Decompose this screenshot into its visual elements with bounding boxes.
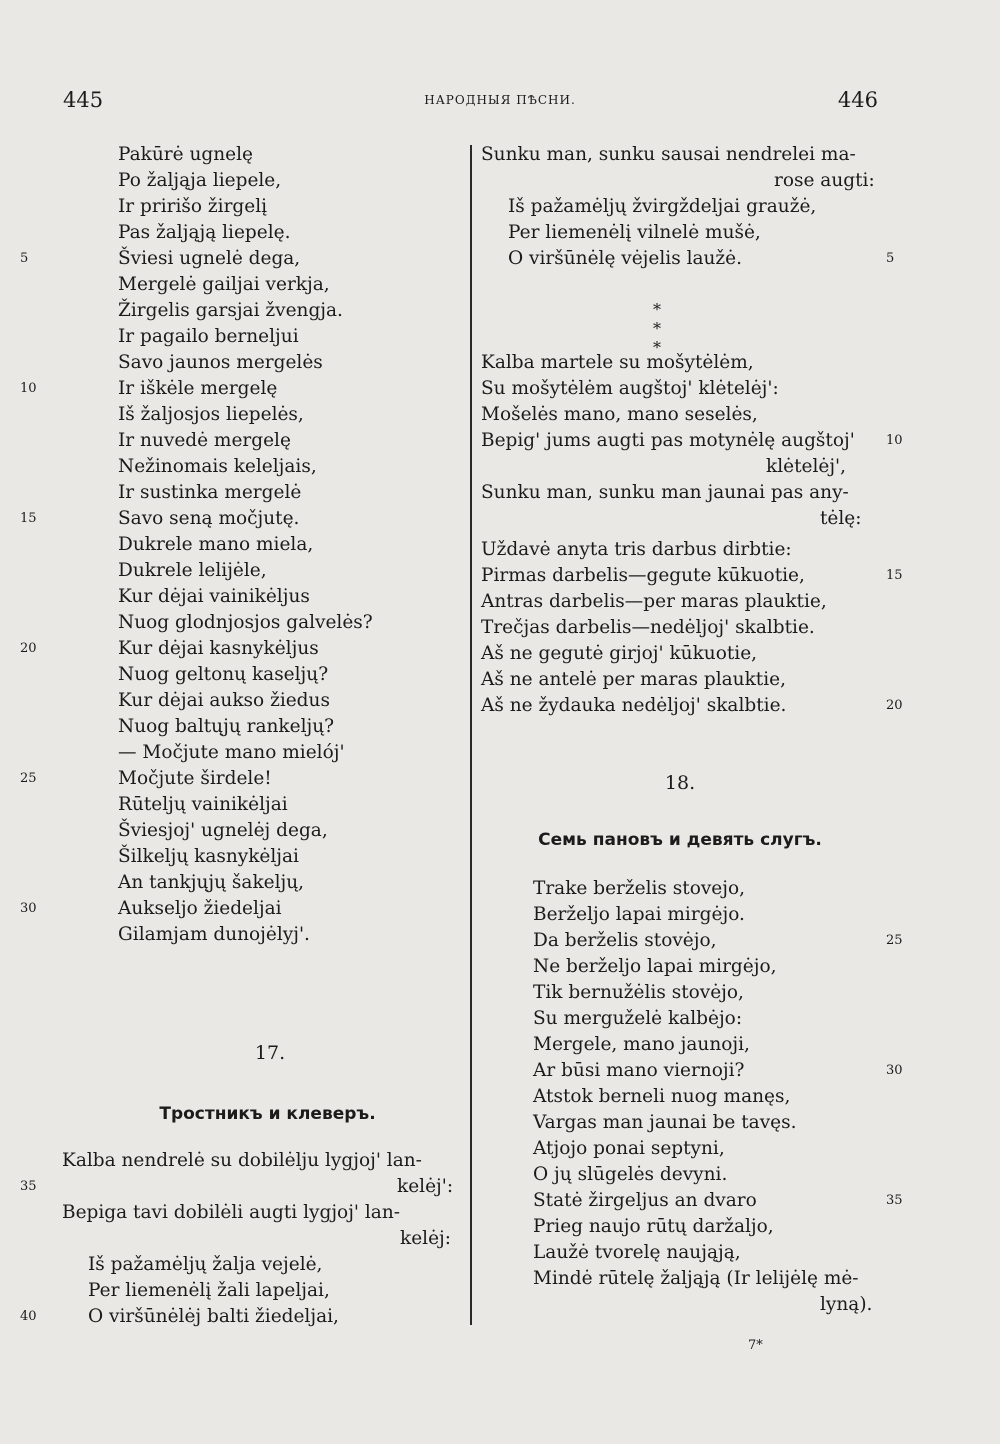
verse-line: Gilamjam dunojėlyj'.	[118, 924, 310, 945]
verse-line: Su mošytėlėm augštoj' klėtelėj':	[481, 378, 779, 399]
verse-line: Šviesjoj' ugnelėj dega,	[118, 820, 328, 841]
verse-line: Ir nuvedė mergelę	[118, 430, 291, 451]
poem-line: Ne berželjo lapai mirgėjo,	[533, 956, 777, 977]
line-number: 30	[20, 901, 37, 916]
verse-line: Nuog baltųjų rankeljų?	[118, 716, 335, 737]
line-number: 15	[20, 511, 37, 526]
verse-line: Aš ne žydauka nedėljoj' skalbtie.	[481, 695, 787, 716]
verse-line: Žirgelis garsjai žvengja.	[118, 300, 343, 321]
column-divider	[470, 145, 472, 1325]
poem-line: O jų slūgelės devyni.	[533, 1164, 728, 1185]
verse-line: Savo jaunos mergelės	[118, 352, 323, 373]
verse-line: An tankjųjų šakeljų,	[118, 872, 305, 893]
verse-line: Pas žaljąją liepelę.	[118, 222, 291, 243]
poem-line: Mindė rūtelę žaljąją (Ir lelijėlę mė-	[533, 1268, 859, 1289]
line-number: 10	[20, 381, 37, 396]
signature-mark: 7*	[748, 1338, 763, 1353]
verse-line: Nežinomais keleljais,	[118, 456, 317, 477]
verse-line: Kur dėjai kasnykėljus	[118, 638, 319, 659]
verse-line: Aš ne antelė per maras plauktie,	[481, 669, 786, 690]
poem-line: Per liemenėlį žali lapeljai,	[88, 1280, 330, 1301]
line-number: 5	[20, 251, 29, 266]
verse-line: Pakūrė ugnelę	[118, 144, 253, 165]
page-number-left: 445	[63, 88, 104, 112]
poem-line: Su merguželė kalbėjo:	[533, 1008, 743, 1029]
verse-line: Aukseljo žiedeljai	[118, 898, 282, 919]
verse-line: Ir sustinka mergelė	[118, 482, 302, 503]
verse-line: Kur dėjai vainikėljus	[118, 586, 310, 607]
poem-line: Laužė tvorelę naująją,	[533, 1242, 741, 1263]
poem-line: lyną).	[820, 1294, 873, 1315]
line-number: 20	[886, 698, 903, 713]
verse-line: rose augti:	[774, 170, 875, 191]
verse-line: Uždavė anyta tris darbus dirbtie:	[481, 539, 792, 560]
poem-line: kelėj':	[397, 1176, 454, 1197]
verse-line: Trečjas darbelis—nedėljoj' skalbtie.	[481, 617, 815, 638]
line-number: 5	[886, 251, 895, 266]
verse-line: Šviesi ugnelė dega,	[118, 248, 301, 269]
section-title: Семь пановъ и девять слугъ.	[538, 830, 822, 850]
verse-line: Antras darbelis—per maras plauktie,	[481, 591, 827, 612]
section-separator-stars: * * *	[653, 300, 661, 357]
verse-line: O viršūnėlę vėjelis laužė.	[508, 248, 743, 269]
verse-line: Mergelė gailjai verkja,	[118, 274, 330, 295]
section-number: 18.	[664, 772, 696, 794]
line-number: 35	[886, 1193, 903, 1208]
line-number: 20	[20, 641, 37, 656]
verse-line: — Močjute mano mielój'	[118, 742, 345, 763]
poem-line: Ar būsi mano viernoji?	[533, 1060, 745, 1081]
poem-line: Da berželis stovėjo,	[533, 930, 717, 951]
verse-line: tėlę:	[820, 508, 862, 529]
verse-line: Po žaljąja liepele,	[118, 170, 282, 191]
verse-line: Kur dėjai aukso žiedus	[118, 690, 330, 711]
verse-line: Ir iškėle mergelę	[118, 378, 278, 399]
poem-line: Vargas man jaunai be tavęs.	[533, 1112, 797, 1133]
poem-line: Prieg naujo rūtų daržaljo,	[533, 1216, 774, 1237]
verse-line: Mošelės mano, mano seselės,	[481, 404, 758, 425]
verse-line: Savo seną močjutę.	[118, 508, 300, 529]
verse-line: Močjute širdele!	[118, 768, 272, 789]
verse-line: Kalba martele su mošytėlėm,	[481, 352, 754, 373]
poem-line: Berželjo lapai mirgėjo.	[533, 904, 745, 925]
page-number-right: 446	[837, 88, 878, 112]
section-number: 17.	[254, 1042, 286, 1064]
verse-line: Rūteljų vainikėljai	[118, 794, 288, 815]
verse-line: Sunku man, sunku sausai nendrelei ma-	[481, 144, 856, 165]
poem-line: Kalba nendrelė su dobilėlju lygjoj' lan-	[62, 1150, 422, 1171]
verse-line: Ir pririšo žirgelį	[118, 196, 268, 217]
line-number: 25	[20, 771, 37, 786]
poem-line: Statė žirgeljus an dvaro	[533, 1190, 757, 1211]
verse-line: Šilkeljų kasnykėljai	[118, 846, 299, 867]
line-number: 35	[20, 1179, 37, 1194]
poem-line: O viršūnėlėj balti žiedeljai,	[88, 1306, 339, 1327]
verse-line: Pirmas darbelis—gegute kūkuotie,	[481, 565, 805, 586]
verse-line: Sunku man, sunku man jaunai pas any-	[481, 482, 849, 503]
line-number: 25	[886, 933, 903, 948]
verse-line: Aš ne gegutė girjoj' kūkuotie,	[481, 643, 758, 664]
verse-line: Per liemenėlį vilnelė mušė,	[508, 222, 761, 243]
verse-line: klėtelėj',	[766, 456, 847, 477]
verse-line: Nuog geltonų kaseljų?	[118, 664, 329, 685]
poem-line: Mergele, mano jaunoji,	[533, 1034, 750, 1055]
verse-line: Dukrele lelijėle,	[118, 560, 267, 581]
verse-line: Ir pagailo berneljui	[118, 326, 299, 347]
verse-line: Bepig' jums augti pas motynėlę augštoj'	[481, 430, 855, 451]
poem-line: Trake berželis stovejo,	[533, 878, 746, 899]
poem-line: Atstok berneli nuog manęs,	[533, 1086, 791, 1107]
line-number: 30	[886, 1063, 903, 1078]
verse-line: Dukrele mano miela,	[118, 534, 314, 555]
running-title: НАРОДНЫЯ ПѢСНИ.	[424, 93, 576, 107]
poem-line: Atjojo ponai septyni,	[533, 1138, 725, 1159]
page-header	[0, 88, 1000, 118]
line-number: 40	[20, 1309, 37, 1324]
poem-line: Bepiga tavi dobilėli augti lygjoj' lan-	[62, 1202, 401, 1223]
line-number: 10	[886, 433, 903, 448]
verse-line: Iš pažamėljų žvirgždeljai graužė,	[508, 196, 817, 217]
poem-line: Tik bernužėlis stovėjo,	[533, 982, 744, 1003]
poem-line: Iš pažamėljų žalja vejelė,	[88, 1254, 323, 1275]
line-number: 15	[886, 568, 903, 583]
section-title: Тростникъ и клеверъ.	[159, 1104, 376, 1124]
verse-line: Nuog glodnjosjos galvelės?	[118, 612, 373, 633]
verse-line: Iš žaljosjos liepelės,	[118, 404, 304, 425]
poem-line: kelėj:	[400, 1228, 451, 1249]
